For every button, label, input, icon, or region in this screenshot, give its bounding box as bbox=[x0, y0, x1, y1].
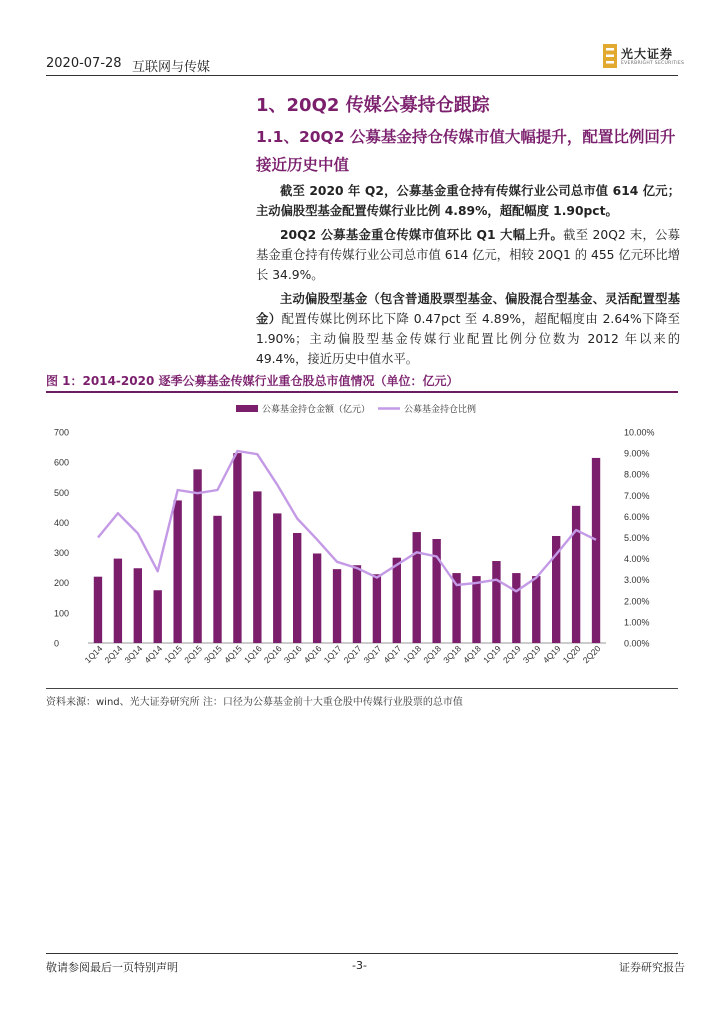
company-logo bbox=[603, 44, 687, 72]
x-tick-label: 3Q17 bbox=[361, 643, 384, 666]
y-right-tick-label: 3.00% bbox=[624, 575, 650, 586]
footer-report-type: 证券研究报告 bbox=[619, 961, 685, 974]
bar-1Q18 bbox=[413, 532, 421, 643]
bar-1Q16 bbox=[253, 491, 261, 643]
bar-4Q14 bbox=[154, 590, 162, 643]
y-right-tick-label: 8.00% bbox=[624, 469, 650, 480]
y-left-tick-label: 300 bbox=[54, 548, 70, 559]
bar-1Q15 bbox=[173, 500, 181, 643]
section-heading: 1、20Q2 传媒公募持仓跟踪 bbox=[256, 95, 490, 116]
x-tick-label: 3Q16 bbox=[281, 643, 304, 666]
header-divider bbox=[46, 75, 678, 76]
bar-4Q16 bbox=[313, 553, 321, 643]
bar-2Q19 bbox=[512, 573, 520, 643]
bar-2Q14 bbox=[114, 559, 122, 643]
ratio-line bbox=[98, 451, 596, 591]
bar-3Q14 bbox=[134, 568, 142, 643]
y-right-tick-label: 9.00% bbox=[624, 448, 650, 459]
y-left-tick-label: 400 bbox=[54, 517, 70, 528]
bar-1Q20 bbox=[572, 506, 580, 643]
x-tick-label: 2Q15 bbox=[182, 643, 204, 666]
x-tick-label: 2Q20 bbox=[580, 643, 603, 666]
figure-source-note: 资料来源：wind、光大证券研究所 注：口径为公募基金前十大重仓股中传媒行业股票的总市值 bbox=[46, 697, 463, 708]
x-tick-label: 3Q14 bbox=[122, 643, 145, 666]
subsection-heading: 1.1、20Q2 公募基金持仓传媒市值大幅提升，配置比例回升接近历史中值 bbox=[256, 128, 676, 174]
y-left-tick-label: 700 bbox=[54, 427, 70, 438]
x-tick-label: 2Q17 bbox=[341, 643, 364, 666]
market-value-paragraph bbox=[256, 225, 680, 285]
bar-3Q17 bbox=[373, 574, 381, 643]
x-tick-label: 1Q17 bbox=[321, 643, 344, 666]
market-value-lead: 20Q2 公募基金重仓传媒市值环比 Q1 大幅上升。 bbox=[280, 228, 564, 242]
bar-3Q19 bbox=[532, 576, 540, 643]
x-tick-label: 3Q18 bbox=[441, 643, 463, 666]
bar-2Q17 bbox=[353, 565, 361, 643]
bar-4Q18 bbox=[472, 576, 480, 643]
y-right-tick-label: 6.00% bbox=[624, 511, 650, 522]
bar-2Q15 bbox=[193, 469, 201, 643]
x-tick-label: 1Q15 bbox=[162, 643, 185, 666]
allocation-lead: 主动偏股型基金（包含普通股票型基金、偏股混合型基金、灵活配置型基金） bbox=[256, 292, 680, 326]
x-tick-label: 3Q19 bbox=[520, 643, 543, 666]
x-tick-label: 4Q15 bbox=[222, 643, 244, 666]
logo-mark-icon bbox=[603, 44, 617, 68]
y-left-tick-label: 0 bbox=[54, 638, 60, 649]
figure-title: 图 1：2014-2020 逐季公募基金传媒行业重仓股总市值情况（单位：亿元） bbox=[46, 374, 459, 388]
y-left-tick-label: 500 bbox=[54, 487, 70, 498]
holdings-chart bbox=[46, 395, 678, 685]
y-right-tick-label: 7.00% bbox=[624, 490, 650, 501]
legend-bar-swatch bbox=[236, 405, 258, 412]
bar-4Q15 bbox=[233, 453, 241, 643]
page-number: -3- bbox=[352, 959, 367, 972]
bar-1Q19 bbox=[492, 561, 500, 643]
x-tick-label: 4Q14 bbox=[142, 643, 165, 666]
bar-3Q15 bbox=[213, 516, 221, 643]
y-right-tick-label: 0.00% bbox=[624, 638, 650, 649]
logo-chinese-name: 光大证券 bbox=[621, 47, 674, 61]
x-tick-label: 1Q19 bbox=[481, 643, 503, 666]
bar-1Q14 bbox=[94, 577, 102, 643]
x-tick-label: 4Q18 bbox=[461, 643, 483, 666]
x-tick-label: 1Q16 bbox=[241, 643, 264, 666]
bar-1Q17 bbox=[333, 569, 341, 643]
figure-top-rule bbox=[46, 391, 678, 393]
x-tick-label: 4Q17 bbox=[381, 643, 404, 666]
allocation-body: 配置传媒比例环比下降 0.47pct 至 4.89%，超配幅度由 2.64%下降至 1.90%；主动偏股型基金传媒行业配置比例分位数为 2012 年以来的 49.4%，接近历史中值水平。 bbox=[256, 312, 680, 366]
x-tick-label: 1Q14 bbox=[82, 643, 105, 666]
x-tick-label: 3Q15 bbox=[202, 643, 224, 666]
y-left-tick-label: 600 bbox=[54, 457, 70, 468]
y-right-tick-label: 2.00% bbox=[624, 596, 650, 607]
bar-2Q20 bbox=[592, 458, 600, 643]
x-tick-label: 1Q18 bbox=[401, 643, 424, 666]
x-tick-label: 1Q20 bbox=[560, 643, 583, 666]
legend-bar-label: 公募基金持仓金额（亿元） bbox=[262, 404, 371, 414]
y-left-tick-label: 200 bbox=[54, 578, 70, 589]
x-tick-label: 2Q19 bbox=[500, 643, 523, 666]
footer-disclaimer: 敬请参阅最后一页特别声明 bbox=[46, 961, 178, 974]
y-right-tick-label: 4.00% bbox=[624, 554, 650, 565]
x-tick-label: 4Q16 bbox=[301, 643, 324, 666]
market-value-body: 截至 20Q2 末，公募基金重仓持有传媒行业公司总市值 614 亿元，相较 20Q1 的 455 亿元环比增长 34.9%。 bbox=[256, 228, 681, 282]
footer-divider bbox=[46, 953, 678, 954]
bar-4Q17 bbox=[393, 558, 401, 643]
x-tick-label: 2Q16 bbox=[261, 643, 284, 666]
x-tick-label: 4Q19 bbox=[540, 643, 563, 666]
y-right-tick-label: 1.00% bbox=[624, 617, 650, 628]
bar-2Q18 bbox=[432, 539, 440, 643]
summary-paragraph: 截至 2020 年 Q2，公募基金重仓持有传媒行业公司总市值 614 亿元；主动偏股型基金配置传媒行业比例 4.89%，超配幅度 1.90pct。 bbox=[256, 184, 680, 218]
x-tick-label: 2Q18 bbox=[421, 643, 444, 666]
logo-english-name: EVERBRIGHT SECURITIES bbox=[621, 61, 685, 66]
allocation-paragraph bbox=[256, 289, 680, 369]
y-right-tick-label: 10.00% bbox=[624, 427, 655, 438]
report-date: 2020-07-28 bbox=[46, 56, 122, 71]
bar-3Q16 bbox=[293, 533, 301, 643]
legend-line-label: 公募基金持仓比例 bbox=[404, 404, 477, 414]
y-right-tick-label: 5.00% bbox=[624, 533, 650, 543]
figure-bottom-rule bbox=[46, 688, 678, 689]
x-tick-label: 2Q14 bbox=[102, 643, 125, 666]
bar-2Q16 bbox=[273, 513, 281, 643]
y-left-tick-label: 100 bbox=[54, 608, 70, 619]
report-sector: 互联网与传媒 bbox=[132, 60, 211, 75]
